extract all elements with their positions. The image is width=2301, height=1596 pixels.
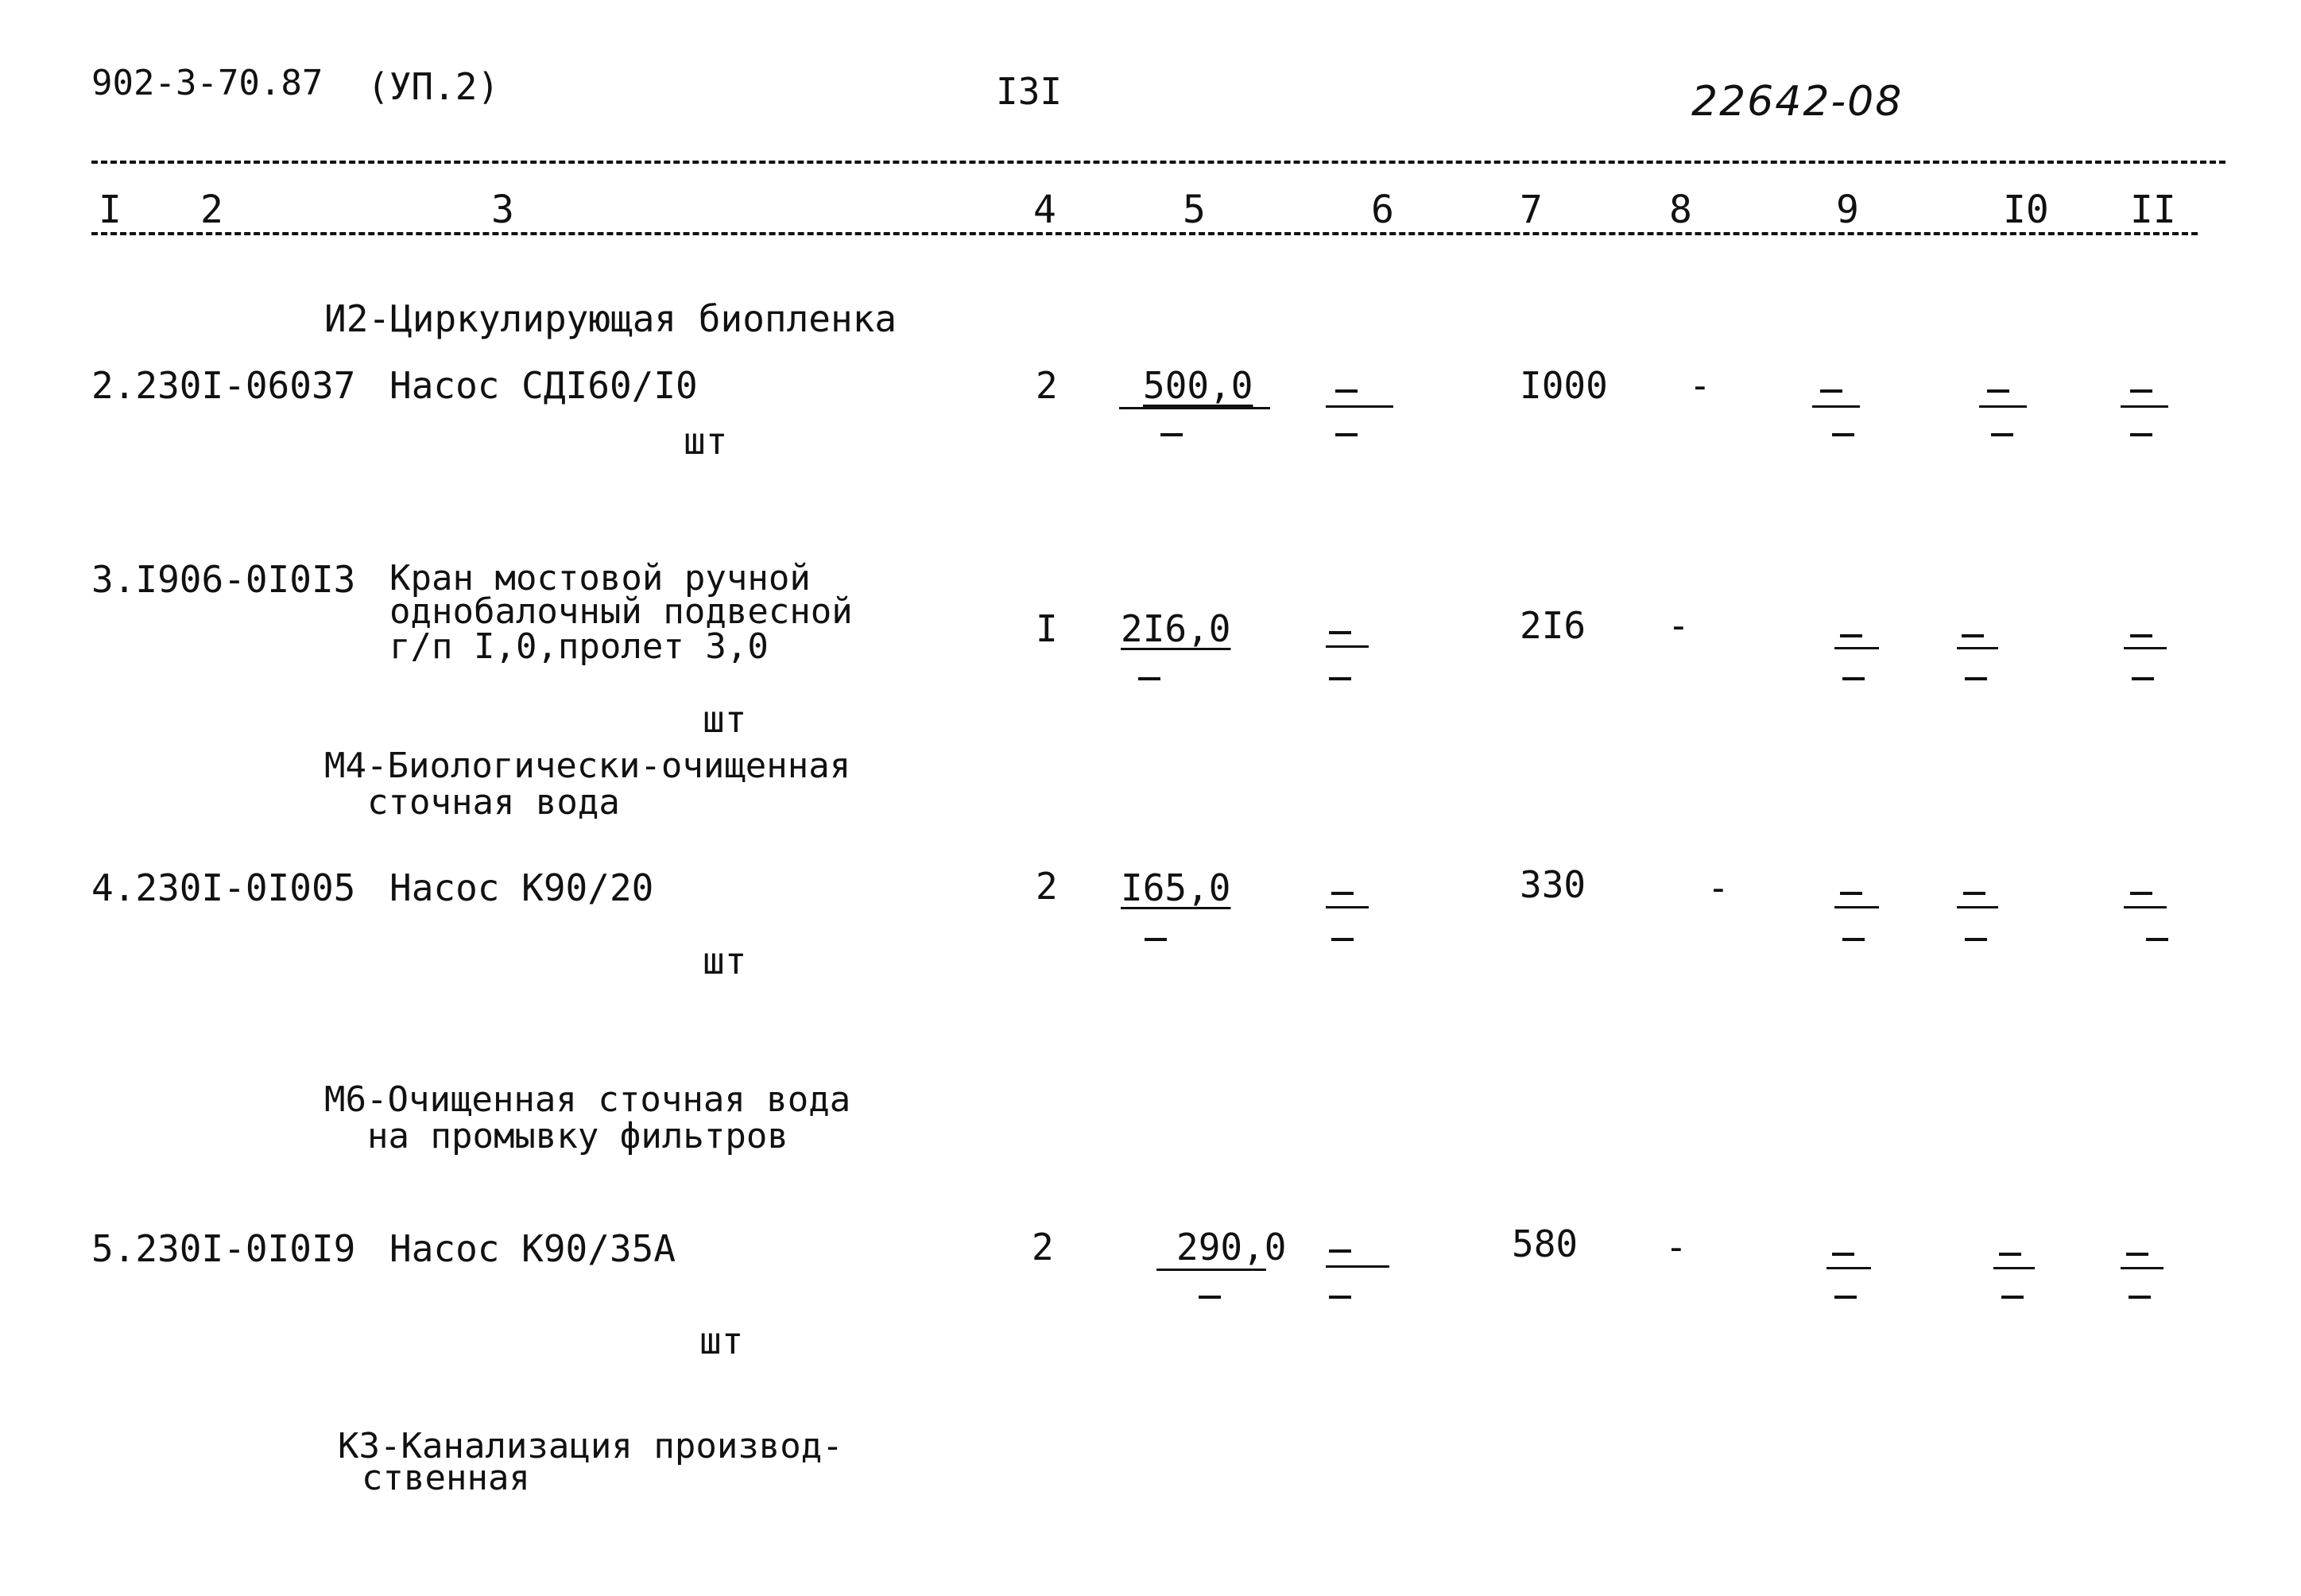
dash-rule (1957, 906, 1998, 908)
page-number: I3I (996, 70, 1063, 113)
column-number-5: 5 (1183, 188, 1206, 232)
row-col8-value: - (1689, 364, 1711, 407)
dash-rule (1812, 405, 1860, 408)
dash-mark (1145, 938, 1167, 941)
dash-mark (1329, 1296, 1351, 1299)
dash-rule (1993, 1267, 2035, 1269)
column-number-2: 2 (200, 188, 223, 232)
row-name-line: Кран мостовой ручной (389, 558, 811, 598)
row-total-mass: 330 (1520, 863, 1586, 906)
row-total-mass: 580 (1512, 1222, 1579, 1265)
row-unit: шт (703, 698, 747, 741)
section-title-line: К3-Канализация производ- (338, 1426, 843, 1466)
inventory-number: 22642-08 (1691, 78, 1904, 126)
dash-mark (1335, 389, 1358, 393)
dash-rule (1826, 1267, 1871, 1269)
dash-mark (1329, 677, 1351, 680)
column-number-11: II (2130, 188, 2176, 232)
row-unit-mass-rule (1156, 1269, 1266, 1271)
dash-mark (1331, 938, 1354, 941)
dash-mark (1965, 938, 1987, 941)
dash-rule (1957, 647, 1998, 649)
row-quantity: 2 (1036, 865, 1058, 908)
dash-rule (1834, 906, 1879, 908)
header-separator-line (91, 161, 2225, 164)
column-number-7: 7 (1520, 188, 1543, 232)
row-total-mass: I000 (1520, 364, 1608, 407)
section-title-line: М6-Очищенная сточная вода (324, 1079, 851, 1120)
row-col8-value: - (1707, 866, 1730, 909)
dash-mark (1335, 433, 1358, 436)
row-position: 4.230I-0I005 (91, 866, 356, 909)
dash-rule (2124, 647, 2167, 649)
column-numbers-baseline (91, 232, 2198, 235)
row-name-line: однобалочный подвесной (389, 591, 853, 632)
dash-mark (2146, 938, 2168, 941)
row-unit-mass-rule (1119, 407, 1270, 409)
dash-mark (2132, 677, 2154, 680)
row-unit: шт (684, 420, 728, 463)
row-unit-mass: I65,0 (1121, 866, 1231, 909)
row-unit-mass: 2I6,0 (1121, 607, 1231, 650)
row-total-mass: 2I6 (1520, 604, 1586, 647)
dash-rule (2124, 906, 2167, 908)
section-title-line: ственная (362, 1458, 530, 1498)
section-title: И2-Циркулирующая биопленка (324, 297, 897, 340)
dash-rule (1326, 405, 1393, 408)
row-unit-mass: 500,0 (1143, 364, 1253, 407)
dash-mark (1832, 433, 1854, 436)
dash-rule (2121, 1267, 2163, 1269)
dash-mark (1199, 1296, 1221, 1299)
row-quantity: 2 (1032, 1226, 1054, 1269)
dash-mark (2130, 634, 2152, 637)
dash-rule (1979, 405, 2027, 408)
row-position: 3.I906-0I0I3 (91, 558, 356, 601)
column-number-10: I0 (2003, 188, 2049, 232)
column-number-6: 6 (1371, 188, 1394, 232)
section-title-line: на промывку фильтров (367, 1116, 788, 1156)
dash-mark (2130, 892, 2152, 895)
dash-mark (1834, 1296, 1857, 1299)
dash-mark (1962, 634, 1984, 637)
row-unit: шт (703, 939, 747, 982)
dash-rule (1834, 647, 1879, 649)
row-quantity: 2 (1036, 364, 1058, 407)
dash-mark (1999, 1253, 2021, 1256)
dash-mark (1842, 677, 1865, 680)
row-position: 5.230I-0I0I9 (91, 1227, 356, 1270)
dash-mark (1329, 631, 1351, 634)
row-unit-mass: 290,0 (1176, 1226, 1287, 1269)
dash-rule (1326, 645, 1369, 648)
dash-mark (1842, 938, 1865, 941)
dash-mark (2126, 1253, 2148, 1256)
column-number-8: 8 (1669, 188, 1692, 232)
dash-mark (1991, 433, 2013, 436)
row-col8-value: - (1668, 604, 1690, 647)
row-unit: шт (699, 1319, 744, 1362)
row-name: Насос К90/20 (389, 866, 654, 909)
dash-mark (1820, 389, 1842, 393)
row-name: Насос СДI60/I0 (389, 364, 698, 407)
dash-rule (1326, 1265, 1389, 1268)
dash-mark (2130, 389, 2152, 393)
dash-mark (1138, 677, 1160, 680)
dash-rule (2121, 405, 2168, 408)
dash-mark (2130, 433, 2152, 436)
row-position: 2.230I-06037 (91, 364, 356, 407)
section-title-line: сточная вода (367, 782, 620, 823)
row-col8-value: - (1665, 1226, 1687, 1269)
dash-mark (1331, 892, 1354, 895)
dash-mark (2001, 1296, 2024, 1299)
dash-mark (1963, 892, 1985, 895)
dash-mark (1832, 1253, 1854, 1256)
column-number-4: 4 (1033, 188, 1056, 232)
section-title-line: М4-Биологически-очищенная (324, 746, 851, 786)
dash-mark (2129, 1296, 2151, 1299)
album-label: (УП.2) (367, 65, 500, 108)
column-number-1: I (99, 188, 122, 232)
dash-mark (1840, 634, 1862, 637)
row-name: Насос К90/35А (389, 1227, 676, 1270)
row-quantity: I (1036, 607, 1058, 650)
dash-rule (1326, 906, 1369, 908)
dash-mark (1160, 433, 1183, 436)
row-name-line: г/п I,0,пролет 3,0 (389, 626, 769, 667)
dash-mark (1987, 389, 2009, 393)
column-number-9: 9 (1836, 188, 1859, 232)
column-number-3: 3 (491, 188, 514, 232)
dash-mark (1840, 892, 1862, 895)
dash-mark (1965, 677, 1987, 680)
dash-mark (1329, 1249, 1351, 1253)
document-code: 902-3-70.87 (91, 63, 323, 103)
